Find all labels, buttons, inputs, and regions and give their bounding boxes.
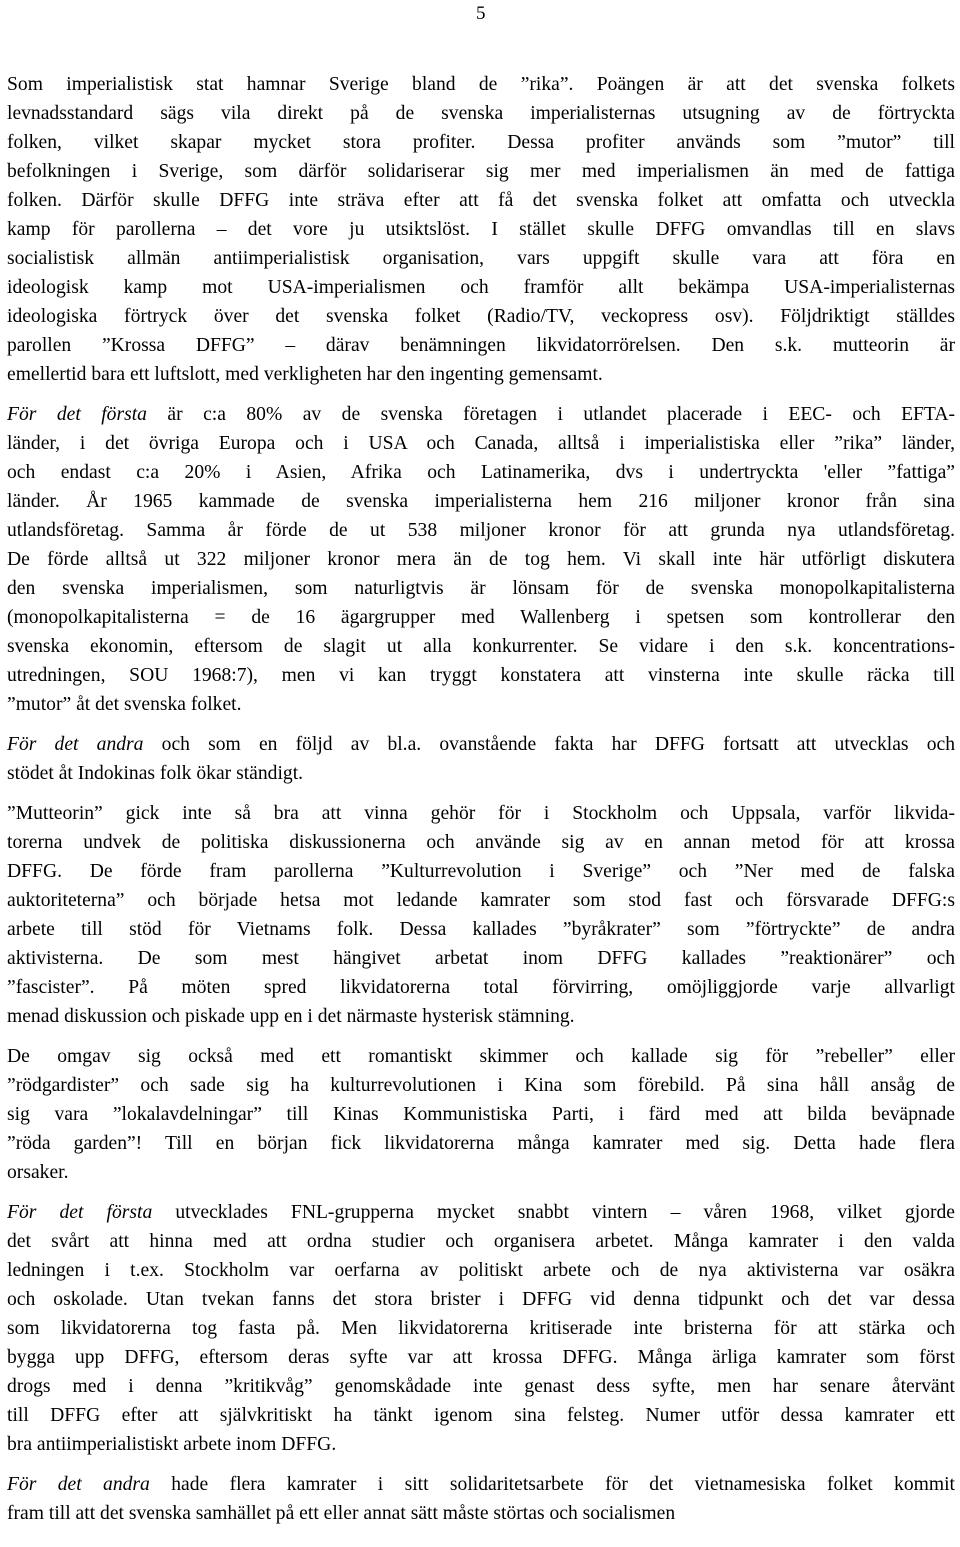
text-line	[7, 1470, 955, 1499]
paragraph	[7, 70, 955, 389]
text-line: länder, i det övriga Europa och i USA och Canada, alltså i imperialistiska eller ”rika” länder,	[7, 433, 955, 454]
paragraph	[7, 1198, 955, 1459]
text-line: det svårt att hinna med att ordna studier och organisera arbetet. Många kamrater i den valda	[7, 1231, 955, 1252]
paragraph	[7, 799, 955, 1031]
text-line: De förde alltså ut 322 miljoner kronor mera än de tog hem. Vi skall inte här utförligt diskutera	[7, 549, 955, 570]
text-line: ”rödgardister” och sade sig ha kulturrevolutionen i Kina som förebild. På sina håll ansåg de	[7, 1075, 955, 1096]
text-line: ”Mutteorin” gick inte så bra att vinna gehör för i Stockholm och Uppsala, varför likvida-	[7, 803, 955, 824]
text-line: som likvidatorerna tog fasta på. Men likvidatorerna kritiserade inte bristerna för att stärka och	[7, 1318, 955, 1339]
text-line: folken. Därför skulle DFFG inte sträva efter att få det svenska folket att omfatta och utveckla	[7, 190, 955, 211]
text-line: kamp för parollerna – det vore ju utsiktslöst. I stället skulle DFFG omvandlas till en slavs	[7, 219, 955, 240]
text-run: hade flera kamrater i sitt solidaritetsarbete för det vietnamesiska folket kommit	[149, 1474, 955, 1495]
text-line: emellertid bara ett luftslott, med verkligheten har den ingenting gemensamt.	[7, 364, 603, 385]
text-line: drogs med i denna ”kritikvåg” genomskådade inte genast dess syfte, men har senare återvänt	[7, 1376, 955, 1397]
text-line: länder. År 1965 kammade de svenska imperialisterna hem 216 miljoner kronor från sina	[7, 491, 955, 512]
text-run: och som en följd av bl.a. ovanstående fakta har DFFG fortsatt att utvecklas och	[143, 734, 955, 755]
text-line: till DFFG efter att självkritiskt ha tänkt igenom sina felsteg. Numer utför dessa kamrater ett	[7, 1405, 955, 1426]
text-line: bygga upp DFFG, eftersom deras syfte var att krossa DFFG. Många ärliga kamrater som först	[7, 1347, 955, 1368]
text-line: ”röda garden”! Till en början fick likvidatorerna många kamrater med sig. Detta hade flera	[7, 1133, 955, 1154]
document-body	[7, 70, 955, 1528]
text-line	[7, 400, 955, 429]
italic-lead: För det första	[7, 1202, 153, 1223]
text-line: parollen ”Krossa DFFG” – därav benämningen likvidatorrörelsen. Den s.k. mutteorin är	[7, 335, 955, 356]
paragraph	[7, 730, 955, 788]
text-line: och endast c:a 20% i Asien, Afrika och Latinamerika, dvs i undertryckta 'eller ”fattiga”	[7, 462, 955, 483]
text-line: Som imperialistisk stat hamnar Sverige bland de ”rika”. Poängen är att det svenska folkets	[7, 74, 955, 95]
text-line	[7, 1198, 955, 1227]
text-line: auktoriteterna” och började hetsa mot ledande kamrater som stod fast och försvarade DFFG:s	[7, 890, 955, 911]
text-line: fram till att det svenska samhället på ett eller annat sätt måste störtas och socialismen	[7, 1503, 676, 1524]
text-line: ”fascister”. På möten spred likvidatorerna total förvirring, omöjliggjorde varje allvarligt	[7, 977, 955, 998]
text-line: bra antiimperialistiskt arbete inom DFFG.	[7, 1434, 337, 1455]
text-line: ideologisk kamp mot USA-imperialismen och framför allt bekämpa USA-imperialisternas	[7, 277, 955, 298]
italic-lead: För det andra	[7, 1474, 150, 1495]
text-line: torerna undvek de politiska diskussionerna och använde sig av en annan metod för att krossa	[7, 832, 955, 853]
text-line: utredningen, SOU 1968:7), men vi kan tryggt konstatera att vinsterna inte skulle räcka till	[7, 665, 955, 686]
text-line: sig vara ”lokalavdelningar” till Kinas Kommunistiska Parti, i färd med att bilda beväpnade	[7, 1104, 955, 1125]
text-run: utvecklades FNL-grupperna mycket snabbt vintern – våren 1968, vilket gjorde	[152, 1202, 956, 1223]
text-line: svenska ekonomin, eftersom de slagit ut alla konkurrenter. Se vidare i den s.k. koncentrations-	[7, 636, 955, 657]
text-line: (monopolkapitalisterna = de 16 ägargrupper med Wallenberg i spetsen som kontrollerar den	[7, 607, 955, 628]
text-line: levnadsstandard sägs vila direkt på de svenska imperialisternas utsugning av de förtryckta	[7, 103, 955, 124]
text-line: stödet åt Indokinas folk ökar ständigt.	[7, 763, 304, 784]
text-line: ideologiska förtryck över det svenska folket (Radio/TV, veckopress osv). Följdriktigt ställdes	[7, 306, 955, 327]
text-line	[7, 730, 955, 759]
text-run: är c:a 80% av de svenska företagen i utlandet placerade i EEC- och EFTA-	[146, 404, 956, 425]
italic-lead: För det första	[7, 404, 147, 425]
text-line: aktivisterna. De som mest hängivet arbetat inom DFFG kallades ”reaktionärer” och	[7, 948, 955, 969]
text-line: utlandsföretag. Samma år förde de ut 538 miljoner kronor för att grunda nya utlandsföretag.	[7, 520, 955, 541]
page-number: 5	[476, 3, 486, 24]
text-line: befolkningen i Sverige, som därför solidariserar sig mer med imperialismen än med de fattiga	[7, 161, 955, 182]
text-line: och oskolade. Utan tvekan fanns det stora brister i DFFG vid denna tidpunkt och det var dessa	[7, 1289, 955, 1310]
text-line: socialistisk allmän antiimperialistisk organisation, vars uppgift skulle vara att föra en	[7, 248, 955, 269]
text-line: De omgav sig också med ett romantiskt skimmer och kallade sig för ”rebeller” eller	[7, 1046, 955, 1067]
italic-lead: För det andra	[7, 734, 144, 755]
text-line: orsaker.	[7, 1162, 69, 1183]
text-line: arbete till stöd för Vietnams folk. Dessa kallades ”byråkrater” som ”förtryckte” de andra	[7, 919, 955, 940]
text-line: den svenska imperialismen, som naturligtvis är lönsam för de svenska monopolkapitalisterna	[7, 578, 955, 599]
text-line: menad diskussion och piskade upp en i det närmaste hysterisk stämning.	[7, 1006, 575, 1027]
paragraph	[7, 400, 955, 719]
text-line: folken, vilket skapar mycket stora profiter. Dessa profiter används som ”mutor” till	[7, 132, 955, 153]
text-line: DFFG. De förde fram parollerna ”Kulturrevolution i Sverige” och ”Ner med de falska	[7, 861, 955, 882]
paragraph	[7, 1042, 955, 1187]
text-line: ledningen i t.ex. Stockholm var oerfarna av politiskt arbete och de nya aktivisterna var osäkra	[7, 1260, 955, 1281]
paragraph	[7, 1470, 955, 1528]
text-line: ”mutor” åt det svenska folket.	[7, 694, 242, 715]
